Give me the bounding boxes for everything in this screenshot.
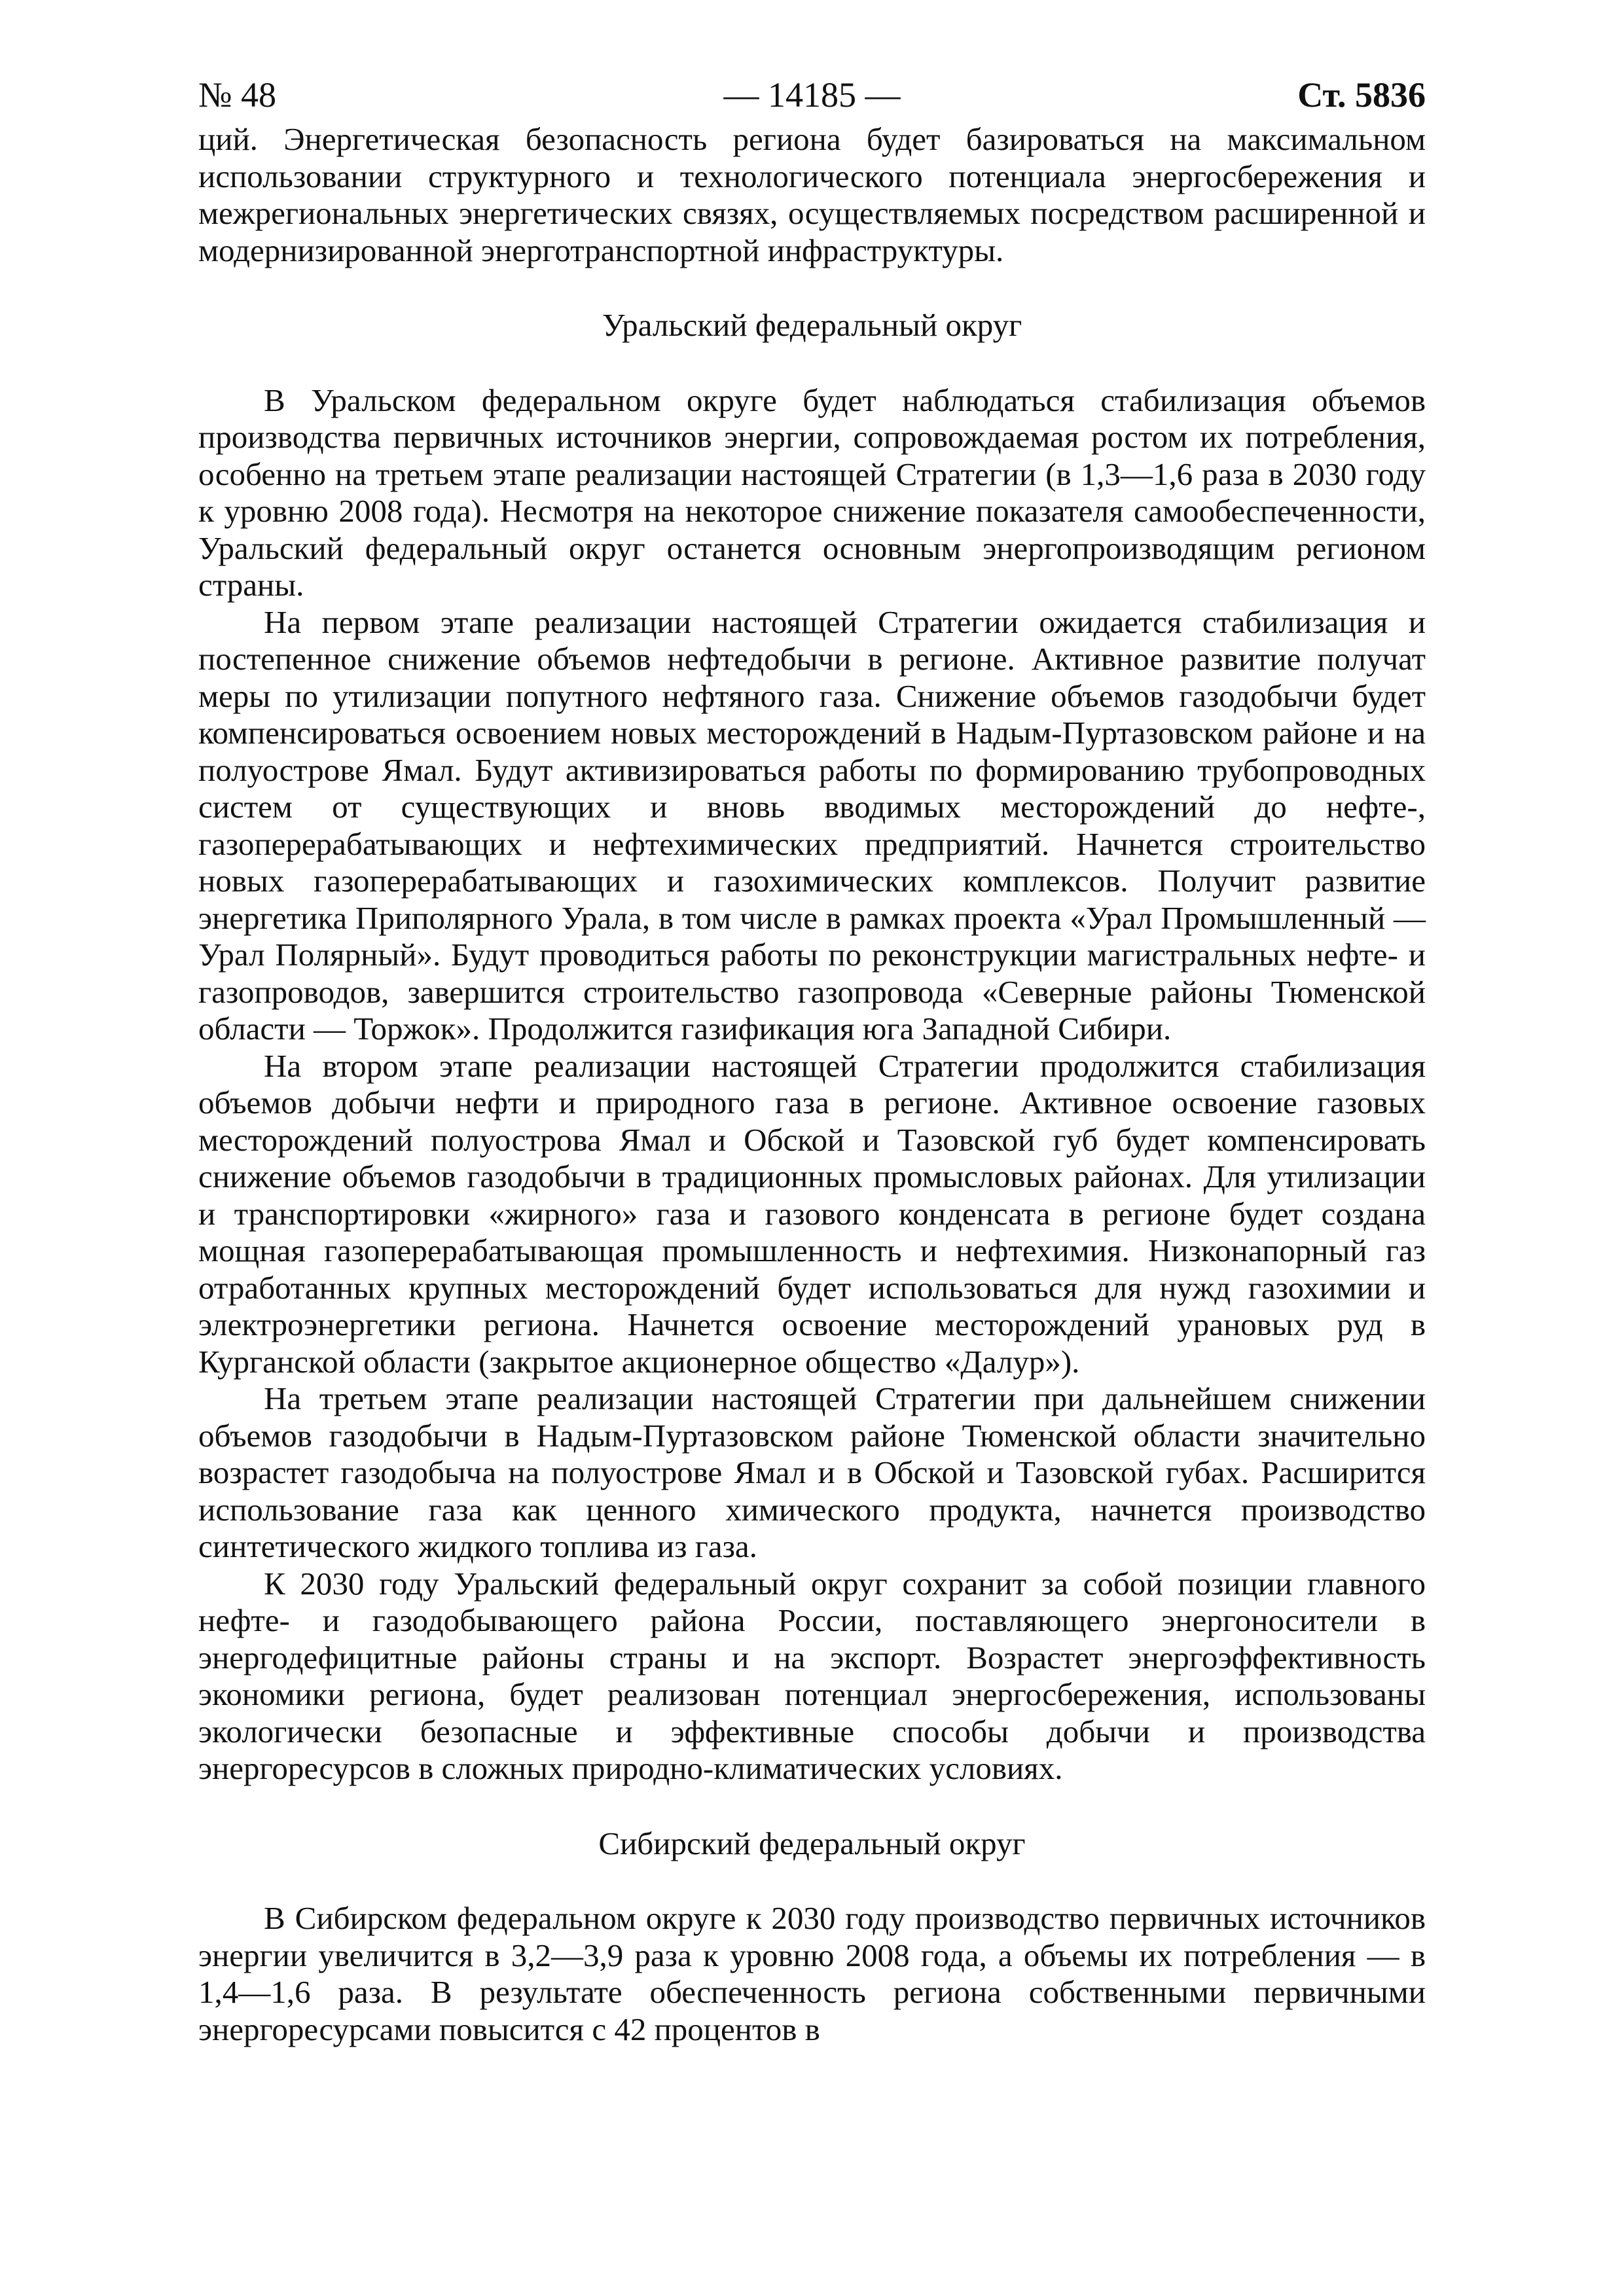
ural-paragraph-5: К 2030 году Уральский федеральный округ сохранит за собой позиции главного нефте- и газодобывающего района России, поставляющего энергоносители в энергодефицитные районы страны и на экспорт. Возрастет энергоэффективность экономики региона, будет реализован потенциал энергосбережения, использованы экологически безопасные и эффективные способы добычи и производства энергоресурсов в сложных природно-климатических условиях.: [198, 1565, 1426, 1786]
ural-paragraph-2: На первом этапе реализации настоящей Стратегии ожидается стабилизация и постепенное снижение объемов нефтедобычи в регионе. Активное развитие получат меры по утилизации попутного нефтяного газа. Снижение объемов газодобычи будет компенсироваться освоением новых месторождений в Надым-Пуртазовском районе и на полуострове Ямал. Будут активизироваться работы по формированию трубопроводных систем от существующих и вновь вводимых месторождений до нефте-, газоперерабатывающих и нефтехимических предприятий. Начнется строительство новых газоперерабатывающих и газохимических комплексов. Получит развитие энергетика Приполярного Урала, в том числе в рамках проекта «Урал Промышленный — Урал Полярный». Будут проводиться работы по реконструкции магистральных нефте- и газопроводов, завершится строительство газопровода «Северные районы Тюменской области — Торжок». Продолжится газификация юга Западной Сибири.: [198, 603, 1426, 1047]
ural-section-heading: Уральский федеральный округ: [602, 307, 1022, 343]
intro-paragraph: ций. Энергетическая безопасность региона будет базироваться на максимальном использовании структурного и технологического потенциала энергосбережения и межрегиональных энергетических связях, осуществляемых посредством расширенной и модернизированной энерготранспортной инфраструктуры.: [198, 121, 1426, 268]
page-number: — 14185 —: [723, 75, 901, 115]
document-page: [198, 69, 1426, 2048]
running-header: [198, 69, 1426, 121]
ural-paragraph-4: На третьем этапе реализации настоящей Стратегии при дальнейшем снижении объемов газодобычи в Надым-Пуртазовском районе Тюменской области значительно возрастет газодобыча на полуострове Ямал и в Обской и Тазовской губах. Расширится использование газа как ценного химического продукта, начнется производство синтетического жидкого топлива из газа.: [198, 1380, 1426, 1564]
ural-paragraph-3: На втором этапе реализации настоящей Стратегии продолжится стабилизация объемов добычи нефти и природного газа в регионе. Активное освоение газовых месторождений полуострова Ямал и Обской и Тазовской губ будет компенсировать снижение объемов газодобычи в традиционных промысловых районах. Для утилизации и транспортировки «жирного» газа и газового конденсата в регионе будет создана мощная газоперерабатывающая промышленность и нефтехимия. Низконапорный газ отработанных крупных месторождений будет использоваться для нужд газохимии и электроэнергетики региона. Начнется освоение месторождений урановых руд в Курганской области (закрытое акционерное общество «Далур»).: [198, 1047, 1426, 1380]
siberia-paragraph-1: В Сибирском федеральном округе к 2030 году производство первичных источников энергии увеличится в 3,2—3,9 раза к уровню 2008 года, а объемы их потребления — в 1,4—1,6 раза. В результате обеспеченность региона собственными первичными энергоресурсами повысится с 42 процентов в: [198, 1900, 1426, 2047]
article-number: Ст. 5836: [1297, 75, 1426, 115]
ural-paragraph-1: В Уральском федеральном округе будет наблюдаться стабилизация объемов производства первичных источников энергии, сопровождаемая ростом их потребления, особенно на третьем этапе реализации настоящей Стратегии (в 1,3—1,6 раза в 2030 году к уровню 2008 года). Несмотря на некоторое снижение показателя самообеспеченности, Уральский федеральный округ останется основным энергопроизводящим регионом страны.: [198, 382, 1426, 603]
issue-number: № 48: [198, 75, 277, 115]
document-body: [198, 121, 1426, 2048]
siberia-section-heading: Сибирский федеральный округ: [598, 1825, 1026, 1861]
